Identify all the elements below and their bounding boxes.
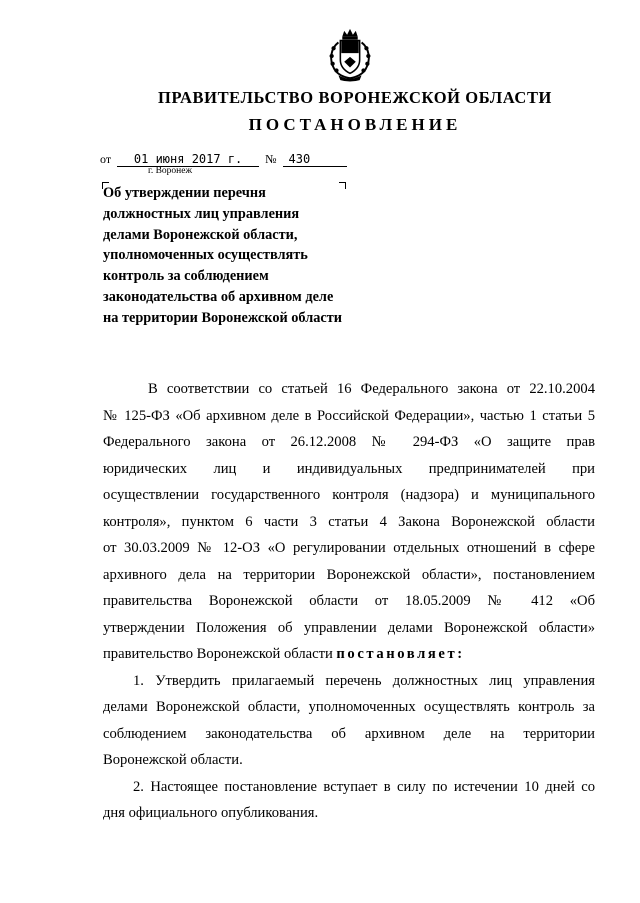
body-line: юридических лиц и индивидуальных предпринимателей при	[103, 460, 595, 477]
body-line: правительства Воронежской области от 18.05.2009 № 412 «Об	[103, 593, 595, 609]
subject-line: уполномоченных осуществлять	[103, 247, 308, 264]
item-2-paragraph	[103, 774, 595, 827]
registration-line	[100, 152, 347, 167]
body-line: соблюдением законодательства об архивном деле на территории	[103, 725, 595, 742]
item-1-paragraph	[103, 668, 595, 774]
decree-word: постановляет:	[336, 646, 465, 662]
body-line: 1. Утвердить прилагаемый перечень должностных лиц управления	[133, 672, 595, 689]
body-line: делами Воронежской области, уполномоченных осуществлять контроль за	[103, 699, 595, 715]
subject-line: делами Воронежской области,	[103, 226, 298, 243]
subject-line: контроль за соблюдением	[103, 268, 269, 285]
document-type-title: ПОСТАНОВЛЕНИЕ	[248, 115, 462, 134]
document-body	[103, 376, 595, 827]
document-date: 01 июня 2017 г.	[117, 153, 259, 167]
body-line: от 30.03.2009 № 12-ОЗ «О регулировании отдельных отношений в сфере	[103, 540, 595, 556]
subject-line: должностных лиц управления	[103, 205, 300, 222]
body-line: осуществлении государственного контроля (надзора) и муниципального	[103, 487, 595, 503]
body-line	[103, 641, 595, 668]
coat-of-arms-icon	[321, 27, 379, 83]
body-line: Федерального закона от 26.12.2008 № 294-ФЗ «О защите прав	[103, 434, 595, 450]
body-line: № 125-ФЗ «Об архивном деле в Российской Федерации», частью 1 статьи 5	[103, 407, 595, 424]
subject-line: законодательства об архивном деле	[103, 288, 334, 305]
from-label: от	[100, 152, 112, 166]
subject-line: на территории Воронежской области	[103, 309, 342, 326]
body-line: дня официального опубликования.	[103, 805, 319, 821]
body-line: Воронежской области.	[103, 752, 243, 768]
body-line: архивного дела на территории Воронежской области», постановлением	[103, 566, 595, 583]
body-line: утверждении Положения об управлении делами Воронежской области»	[103, 619, 595, 636]
document-subject	[103, 183, 373, 329]
body-line: В соответствии со статьей 16 Федерального закона от 22.10.2004	[148, 381, 595, 397]
document-number: 430	[283, 153, 347, 167]
subject-line: Об утверждении перечня	[103, 185, 266, 201]
body-line: 2. Настоящее постановление вступает в силу по истечении 10 дней со	[133, 778, 595, 795]
city-label: г. Воронеж	[148, 166, 193, 176]
government-title: ПРАВИТЕЛЬСТВО ВОРОНЕЖСКОЙ ОБЛАСТИ	[158, 88, 552, 107]
preamble-last-text: правительство Воронежской области	[103, 646, 333, 662]
body-line: контроля», пунктом 6 части 3 статьи 4 Закона Воронежской области	[103, 513, 595, 530]
preamble-paragraph	[103, 376, 595, 668]
number-label: №	[265, 152, 277, 166]
